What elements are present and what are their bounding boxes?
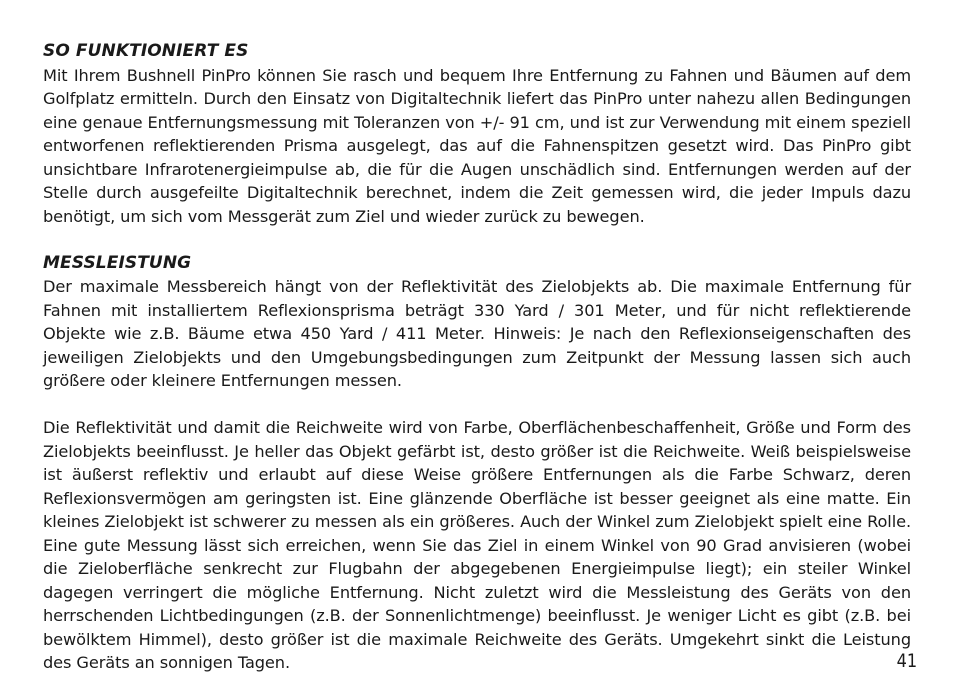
paragraph-how-it-works: Mit Ihrem Bushnell PinPro können Sie rasch und bequem Ihre Entfernung zu Fahnen und Bäumen auf dem Golfplatz ermitteln. Durch den Einsatz von Digitaltechnik liefert das PinPro unter nahezu allen Bedingungen eine genaue Entfernungsmessung mit Toleranzen von +/- 91 cm, und ist zur Verwendung mit einem speziell entworfenen reflektierenden Prisma ausgelegt, das auf die Fahnenspitzen gesetzt wird. Das PinPro gibt unsichtbare Infrarotenergieimpulse ab, die für die Augen unschädlich sind. Entfernungen werden auf der Stelle durch ausgefeilte Digitaltechnik berechnet, indem die Zeit gemessen wird, die jeder Impuls dazu benötigt, um sich vom Messgerät zum Ziel und wieder zurück zu bewegen.	[43, 65, 911, 226]
section-heading-messleistung: MESSLEISTUNG	[43, 252, 192, 273]
section-heading-so-funktioniert-es: SO FUNKTIONIERT ES	[43, 41, 249, 61]
document-page	[43, 40, 911, 675]
section-spacer	[43, 228, 911, 252]
paragraph-spacer	[43, 393, 911, 417]
page-number: 41	[896, 650, 917, 672]
paragraph-reflectivity: Die Reflektivität und damit die Reichweite wird von Farbe, Oberflächenbeschaffenheit, Größe und Form des Zielobjekts beeinflusst. Je heller das Objekt gefärbt ist, desto größer ist die Reichweite. Weiß beispielsweise ist äußerst reflektiv und erlaubt auf diese Weise größere Entfernungen als die Farbe Schwarz, deren Reflexionsvermögen am geringsten ist. Eine glänzende Oberfläche ist besser geeignet als eine matte. Ein kleines Zielobjekt ist schwerer zu messen als ein größeres. Auch der Winkel zum Zielobjekt spielt eine Rolle. Eine gute Messung lässt sich erreichen, wenn Sie das Ziel in einem Winkel von 90 Grad anvisieren (wobei die Zieloberfläche senkrecht zur Flugbahn der abgegebenen Energieimpulse liegt); ein steiler Winkel dagegen verringert die mögliche Entfernung. Nicht zuletzt wird die Messleistung des Geräts von den herrschenden Lichtbedingungen (z.B. der Sonnenlichtmenge) beeinflusst. Je weniger Licht es gibt (z.B. bei bewölktem Himmel), desto größer ist die maximale Reichweite des Geräts. Umgekehrt sinkt die Leistung des Geräts an sonnigen Tagen.	[43, 418, 911, 672]
paragraph-range-performance: Der maximale Messbereich hängt von der Reflektivität des Zielobjekts ab. Die maximale Entfernung für Fahnen mit installiertem Reflexionsprisma beträgt 330 Yard / 301 Meter, und für nicht reflektierende Objekte wie z.B. Bäume etwa 450 Yard / 411 Meter. Hinweis: Je nach den Reflexionseigenschaften des jeweiligen Zielobjekts und den Umgebungsbedingungen zum Zeitpunkt der Messung lassen sich auch größere oder kleinere Entfernungen messen.	[43, 277, 911, 390]
